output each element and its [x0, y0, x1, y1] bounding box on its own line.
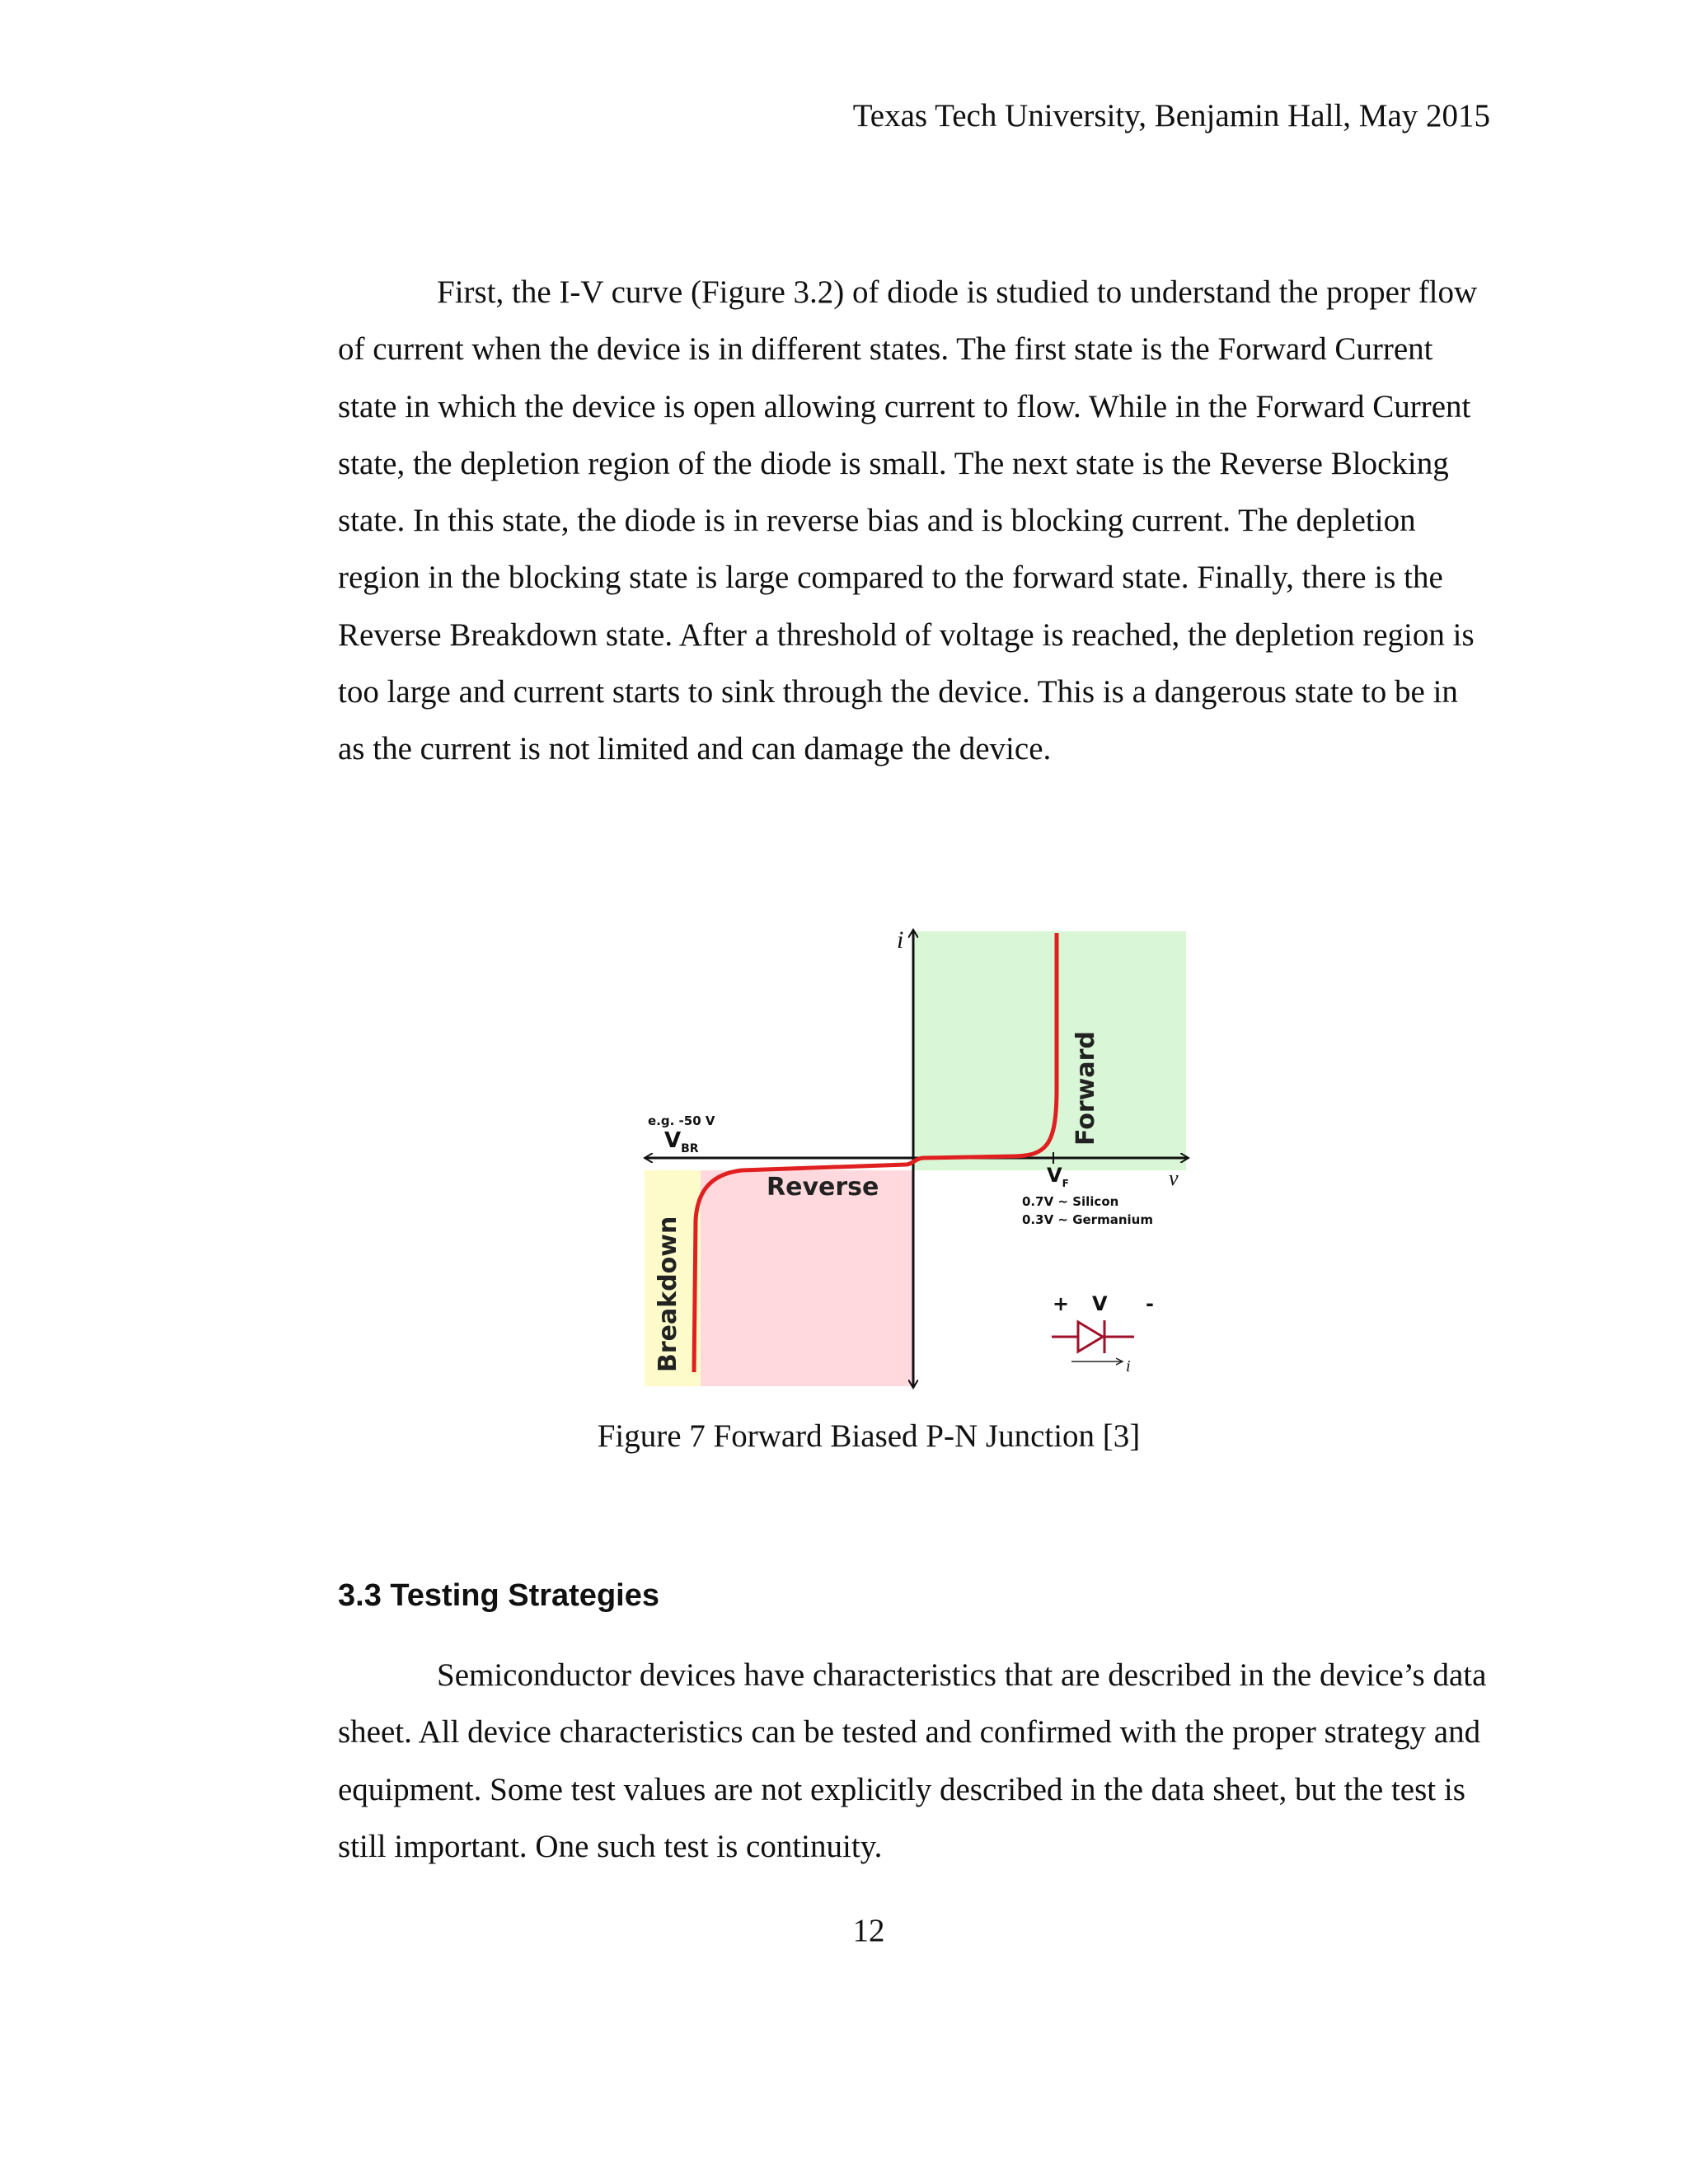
paragraph-text: First, the I-V curve (Figure 3.2) of diode is studied to understand the proper flow of current when the device is in different states. The first state is the Forward Current state in which the device is open allowing current to flow. While in the Forward Current state, the depletion region of the diode is small. The next state is the Reverse Blocking state. In this state, the diode is in reverse bias and is blocking current. The depletion region in the blocking state is large compared to the forward state. Finally, there is the Reverse Breakdown state. After a threshold of voltage is reached, the depletion region is too large and current starts to sink through the device. This is a dangerous state to be in as the current is not limited and can damage the device.	[338, 274, 1478, 767]
iv-curve-diagram	[635, 923, 1195, 1397]
reverse-region	[701, 1170, 913, 1386]
vf-label: $V_F$	[1047, 1164, 1069, 1189]
iv-curve-figure	[635, 923, 1195, 1397]
current-label: i	[1126, 1357, 1131, 1376]
diode-plus-sign: +	[1053, 1292, 1070, 1315]
diode-minus-sign: -	[1146, 1292, 1154, 1315]
breakdown-label: Breakdown	[654, 1216, 682, 1372]
y-axis-label: i	[897, 926, 904, 954]
breakdown-example-label: e.g. -50 V	[648, 1113, 715, 1128]
figure-caption: Figure 7 Forward Biased P-N Junction [3]	[597, 1418, 1141, 1454]
section-heading: 3.3 Testing Strategies	[338, 1578, 659, 1613]
body-paragraph-testing	[338, 1647, 1492, 1875]
diode-symbol	[1052, 1292, 1154, 1376]
forward-label: Forward	[1071, 1031, 1100, 1146]
diode-voltage-label: V	[1092, 1292, 1108, 1315]
silicon-note: 0.7V ~ Silicon	[1022, 1194, 1119, 1209]
germanium-note: 0.3V ~ Germanium	[1022, 1212, 1153, 1227]
paragraph-text: Semiconductor devices have characteristics that are described in the device’s data sheet. All device characteristics can be tested and confirmed with the proper strategy and equipment. Some test values are not explicitly described in the data sheet, but the test is still important. One such test is continuity.	[338, 1657, 1487, 1864]
vbr-label: $V_{BR}$	[664, 1128, 699, 1155]
reverse-label: Reverse	[767, 1173, 879, 1202]
running-header: Texas Tech University, Benjamin Hall, May 2015	[852, 98, 1490, 134]
page-number: 12	[852, 1913, 885, 1948]
x-axis-label: v	[1169, 1166, 1179, 1190]
body-paragraph-iv-curve	[338, 264, 1492, 778]
diode-triangle	[1078, 1322, 1103, 1352]
